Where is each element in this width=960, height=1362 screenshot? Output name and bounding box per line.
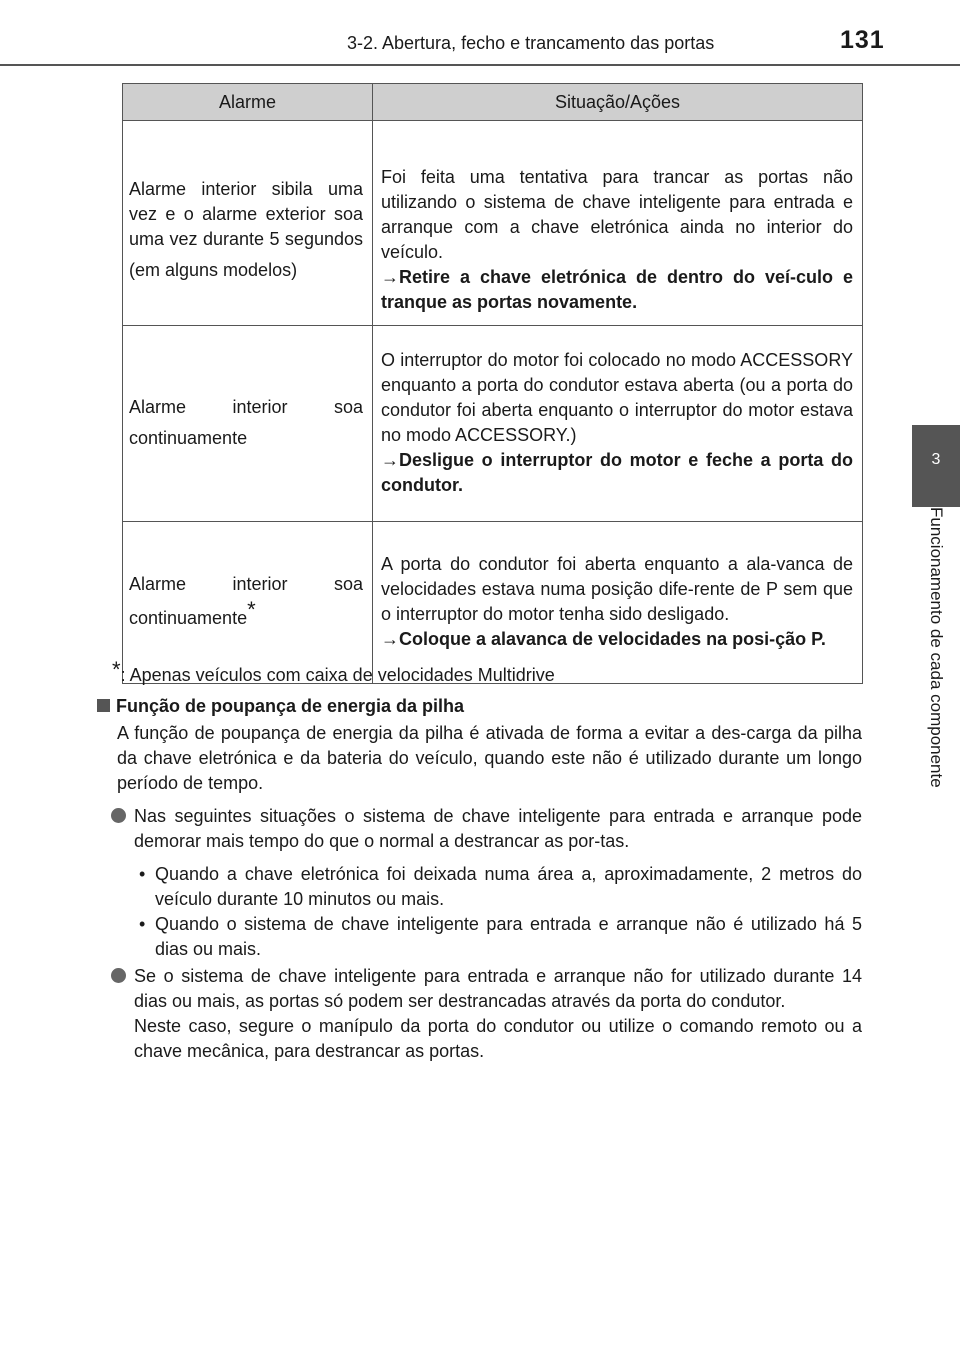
- section-title: 3-2. Abertura, fecho e trancamento das portas: [347, 33, 715, 53]
- sub-list-item-text: Quando o sistema de chave inteligente para entrada e arranque não é utilizado há 5 dias ou mais.: [155, 914, 862, 959]
- page-number: 131: [840, 26, 885, 54]
- chapter-tab: 3: [912, 425, 960, 507]
- footnote-text: : Apenas veículos com caixa de velocidades Multidrive: [120, 665, 555, 685]
- alarm-cell: [123, 326, 373, 522]
- section-heading-text: Função de poupança de energia da pilha: [116, 696, 465, 716]
- list-item: [134, 964, 862, 1064]
- action-text: [381, 265, 853, 315]
- situation-cell: [373, 326, 863, 522]
- bullet-icon: •: [139, 914, 146, 934]
- list-item-note: Neste caso, segure o manípulo da porta do condutor ou utilize o comando remoto ou a chave mecânica, para destrancar as portas.: [134, 1016, 862, 1061]
- alarm-text: Alarme interior soa continuamente: [129, 396, 363, 448]
- action-label: Desligue o interruptor do motor e feche a porta do condutor.: [381, 449, 853, 495]
- page-header: [0, 0, 960, 66]
- alarm-cell: [123, 121, 373, 326]
- arrow-icon: →: [381, 628, 399, 649]
- action-text: [381, 448, 853, 498]
- sub-list-item: [139, 862, 862, 912]
- circle-bullet-icon: [111, 808, 126, 823]
- footnote: [112, 657, 555, 686]
- section-intro: A função de poupança de energia da pilha é ativada de forma a evitar a des-carga da pilha da chave eletrónica e da bateria do veículo, quando este não é utilizado durante um longo período de tempo.: [117, 723, 862, 793]
- list-item-text: Nas seguintes situações o sistema de chave inteligente para entrada e arranque pode demorar mais tempo do que o normal a destrancar as por-tas.: [134, 806, 862, 851]
- section-body: [97, 694, 862, 1064]
- list-item-text: Se o sistema de chave inteligente para entrada e arranque não for utilizado durante 14 dias ou mais, as portas só podem ser destrancadas através da porta do condutor.: [134, 966, 862, 1011]
- column-header-situation: Situação/Ações: [373, 84, 863, 121]
- action-text: [381, 627, 853, 652]
- situation-text: A porta do condutor foi aberta enquanto a ala-vanca de velocidades estava numa posição dife-rente de P sem que o interruptor do motor tenha sido desligado.: [381, 553, 853, 624]
- bullet-icon: •: [139, 864, 146, 884]
- list-item: [134, 804, 862, 854]
- alarm-marker: *: [247, 597, 256, 622]
- situation-cell: [373, 121, 863, 326]
- footnote-marker: *: [112, 657, 121, 682]
- arrow-icon: →: [381, 267, 399, 287]
- action-label: Coloque a alavanca de velocidades na posi-ção P.: [399, 628, 826, 649]
- arrow-icon: →: [381, 449, 399, 470]
- sub-list-item-text: Quando a chave eletrónica foi deixada numa área a, aproximadamente, 2 metros do veículo durante 10 minutos ou mais.: [155, 864, 862, 909]
- square-bullet-icon: [97, 699, 110, 712]
- table-header-row: [123, 84, 863, 121]
- sub-list-item: [139, 912, 862, 962]
- section-heading: [97, 694, 862, 719]
- situation-text: Foi feita uma tentativa para trancar as portas não utilizando o sistema de chave inteligente para entrada e arranque com a chave eletrónica ainda no interior do veículo.: [381, 167, 853, 262]
- column-header-alarm: Alarme: [123, 84, 373, 121]
- alarm-text: Alarme interior soa continuamente: [129, 574, 363, 628]
- chapter-label-text: Funcionamento de cada componente: [927, 507, 946, 788]
- table-row: [123, 121, 863, 326]
- alarm-text: Alarme interior sibila uma vez e o alarme exterior soa uma vez durante 5 segundos (em alguns modelos): [129, 179, 363, 280]
- situation-text: O interruptor do motor foi colocado no modo ACCESSORY enquanto a porta do condutor estava aberta (ou a porta do condutor foi aberta enquanto o interruptor do motor estava no modo ACCESSORY.): [381, 349, 853, 445]
- action-label: Retire a chave eletrónica de dentro do veí-culo e tranque as portas novamente.: [381, 267, 853, 312]
- chapter-label: [912, 507, 960, 862]
- header-divider: [0, 64, 960, 66]
- table-row: [123, 326, 863, 522]
- circle-bullet-icon: [111, 968, 126, 983]
- alarm-table: [122, 83, 863, 684]
